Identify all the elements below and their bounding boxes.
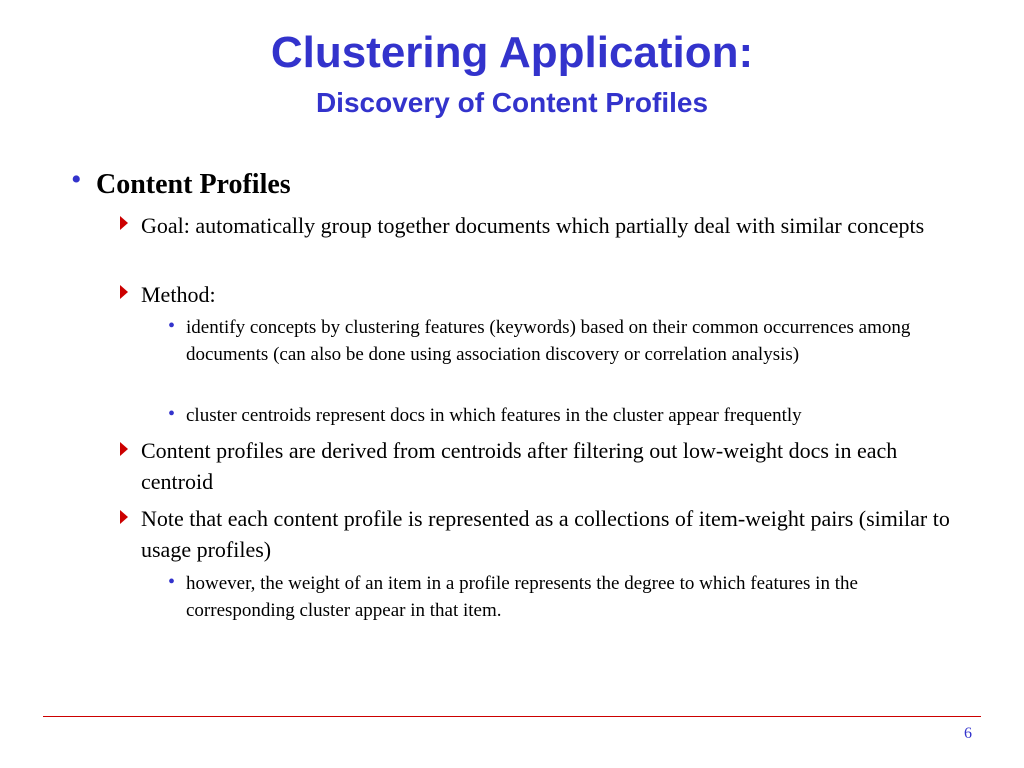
list-item-content-profiles: Content profiles are derived from centroids after filtering out low-weight docs in each centroid (141, 438, 898, 494)
triangle-bullet-icon (120, 510, 128, 524)
triangle-bullet-icon (120, 216, 128, 230)
slide-subtitle: Discovery of Content Profiles (315, 87, 709, 118)
level1-bullet-icon: • (71, 163, 82, 196)
list-item-note: Note that each content profile is represented as a collections of item-weight pairs (similar to usage profiles) (141, 506, 950, 562)
slide-title: Clustering Application: (270, 28, 754, 77)
dot-bullet-icon: • (168, 403, 176, 425)
list-item-method: Method: (141, 282, 216, 307)
subitem-cluster-centroids: cluster centroids represent docs in which features in the cluster appear frequently (186, 405, 802, 426)
triangle-bullet-icon (120, 442, 128, 456)
triangle-bullet-icon (120, 285, 128, 299)
subitem-weight-of-item: however, the weight of an item in a profile represents the degree to which features in the corresponding cluster appear in that item. (186, 573, 858, 621)
dot-bullet-icon: • (168, 315, 176, 337)
subitem-identify-concepts: identify concepts by clustering features (keywords) based on their common occurrences among documents (can also be done using association discovery or correlation analysis) (186, 317, 911, 365)
dot-bullet-icon: • (168, 571, 176, 593)
heading-content-profiles: Content Profiles (96, 169, 291, 200)
page-number: 6 (964, 725, 972, 742)
footer-divider (43, 716, 981, 717)
list-item-goal: Goal: automatically group together documents which partially deal with similar concepts (141, 213, 925, 238)
